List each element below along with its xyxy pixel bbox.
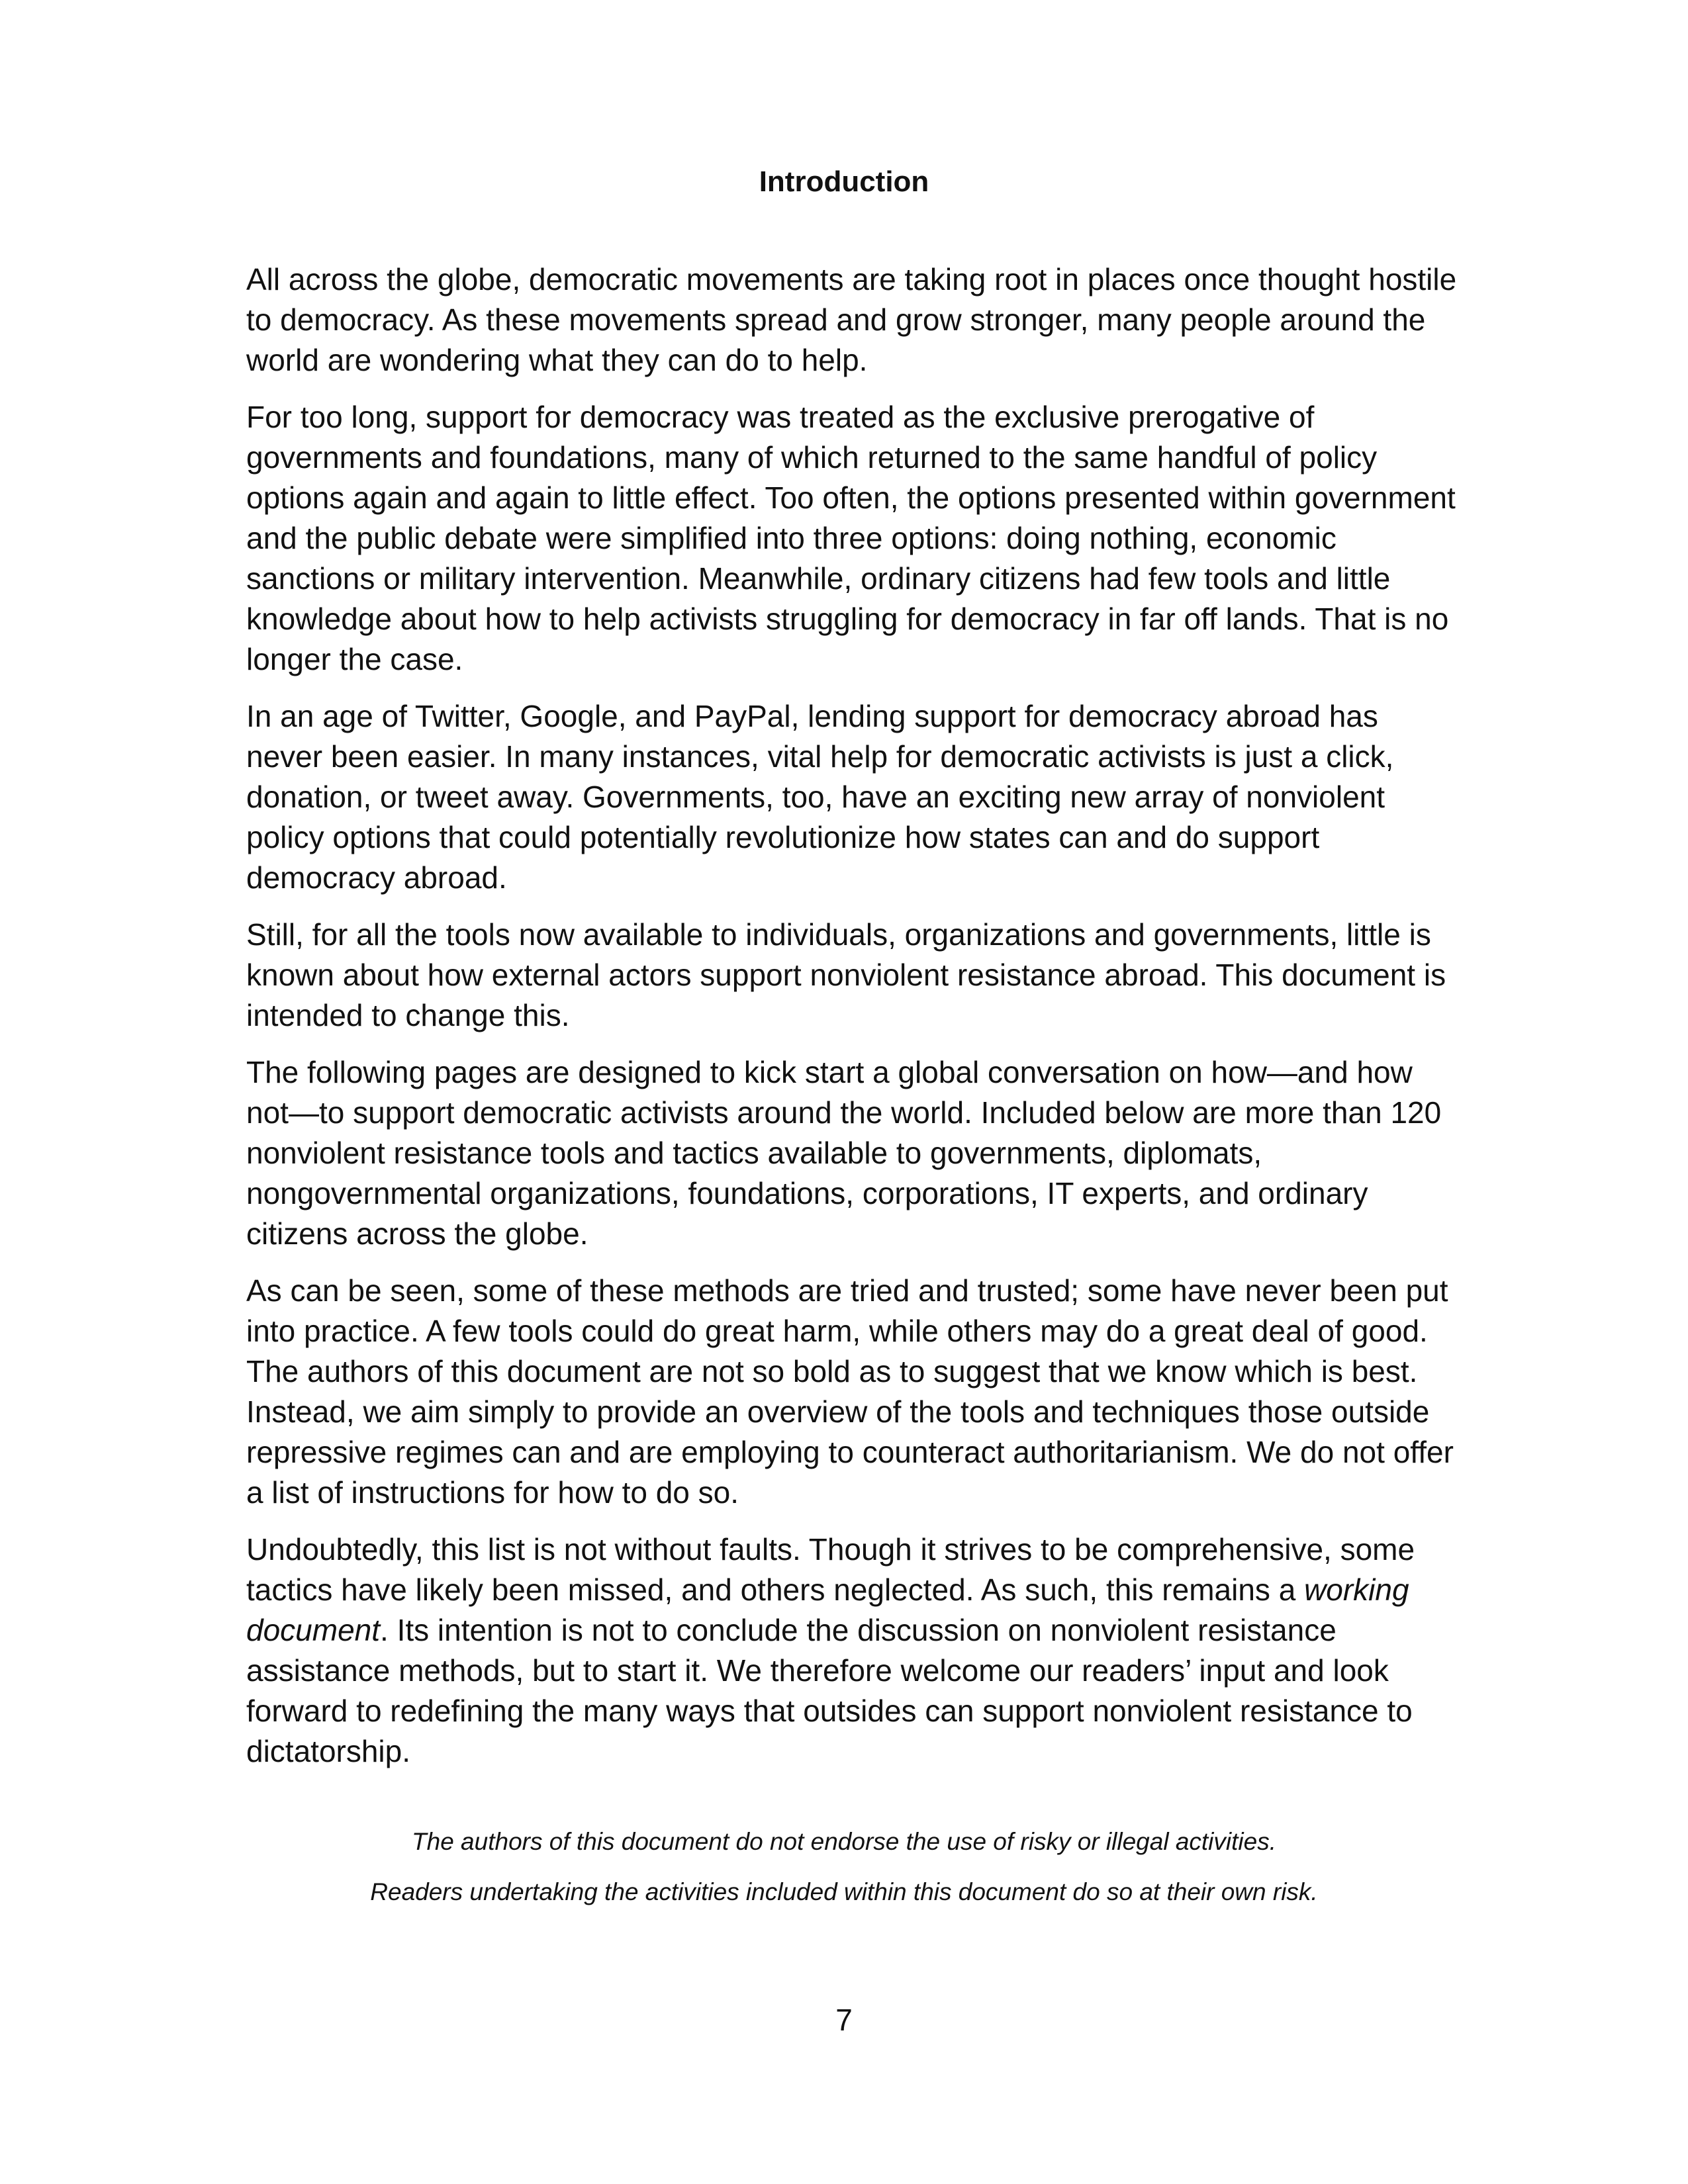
body-text: [246, 259, 1458, 1788]
paragraph-last: [246, 1529, 1458, 1772]
paragraph: In an age of Twitter, Google, and PayPal, lending support for democracy abroad has never been easier. In many instances, vital help for democratic activists is just a click, donation, or tweet away. Governments, too, have an exciting new array of nonviolent policy options that could potentially revolutionize how states can and do support democracy abroad.: [246, 699, 1394, 895]
paragraph-text: . Its intention is not to conclude the discussion on nonviolent resistance assistance methods, but to start it. We therefore welcome our readers’ input and look forward to redefining the many ways that outsides can support nonviolent resistance to dictatorship.: [246, 1613, 1413, 1768]
paragraph: As can be seen, some of these methods are tried and trusted; some have never been put into practice. A few tools could do great harm, while others may do a great deal of good. The authors of this document are not so bold as to suggest that we know which is best. Instead, we aim simply to provide an overview of the tools and techniques those outside repressive regimes can and are employing to counteract authoritarianism. We do not offer a list of instructions for how to do so.: [246, 1273, 1454, 1510]
paragraph: For too long, support for democracy was treated as the exclusive prerogative of governments and foundations, many of which returned to the same handful of policy options again and again to little effect. Too often, the options presented within government and the public debate were simplified into three options: doing nothing, economic sanctions or military intervention. Meanwhile, ordinary citizens had few tools and little knowledge about how to help activists struggling for democracy in far off lands. That is no longer the case.: [246, 400, 1456, 676]
paragraph: Still, for all the tools now available to individuals, organizations and governments, little is known about how external actors support nonviolent resistance abroad. This document is intended to change this.: [246, 917, 1446, 1032]
page-title: Introduction: [759, 165, 929, 198]
emphasis-text: working document: [246, 1572, 1409, 1647]
paragraph-text: Undoubtedly, this list is not without faults. Though it strives to be comprehensive, some tactics have likely been missed, and others neglected. As such, this remains a: [246, 1532, 1415, 1607]
paragraph: All across the globe, democratic movements are taking root in places once thought hostile to democracy. As these movements spread and grow stronger, many people around the world are wondering what they can do to help.: [246, 262, 1457, 377]
page-number: 7: [835, 2003, 853, 2037]
disclaimer-line: The authors of this document do not endorse the use of risky or illegal activities.: [412, 1828, 1276, 1855]
paragraph: The following pages are designed to kick start a global conversation on how—and how not—to support democratic activists around the world. Included below are more than 120 nonviolent resistance tools and tactics available to governments, diplomats, nongovernmental organizations, foundations, corporations, IT experts, and ordinary citizens across the globe.: [246, 1055, 1442, 1251]
disclaimer-line: Readers undertaking the activities included within this document do so at their own risk.: [370, 1878, 1318, 1905]
